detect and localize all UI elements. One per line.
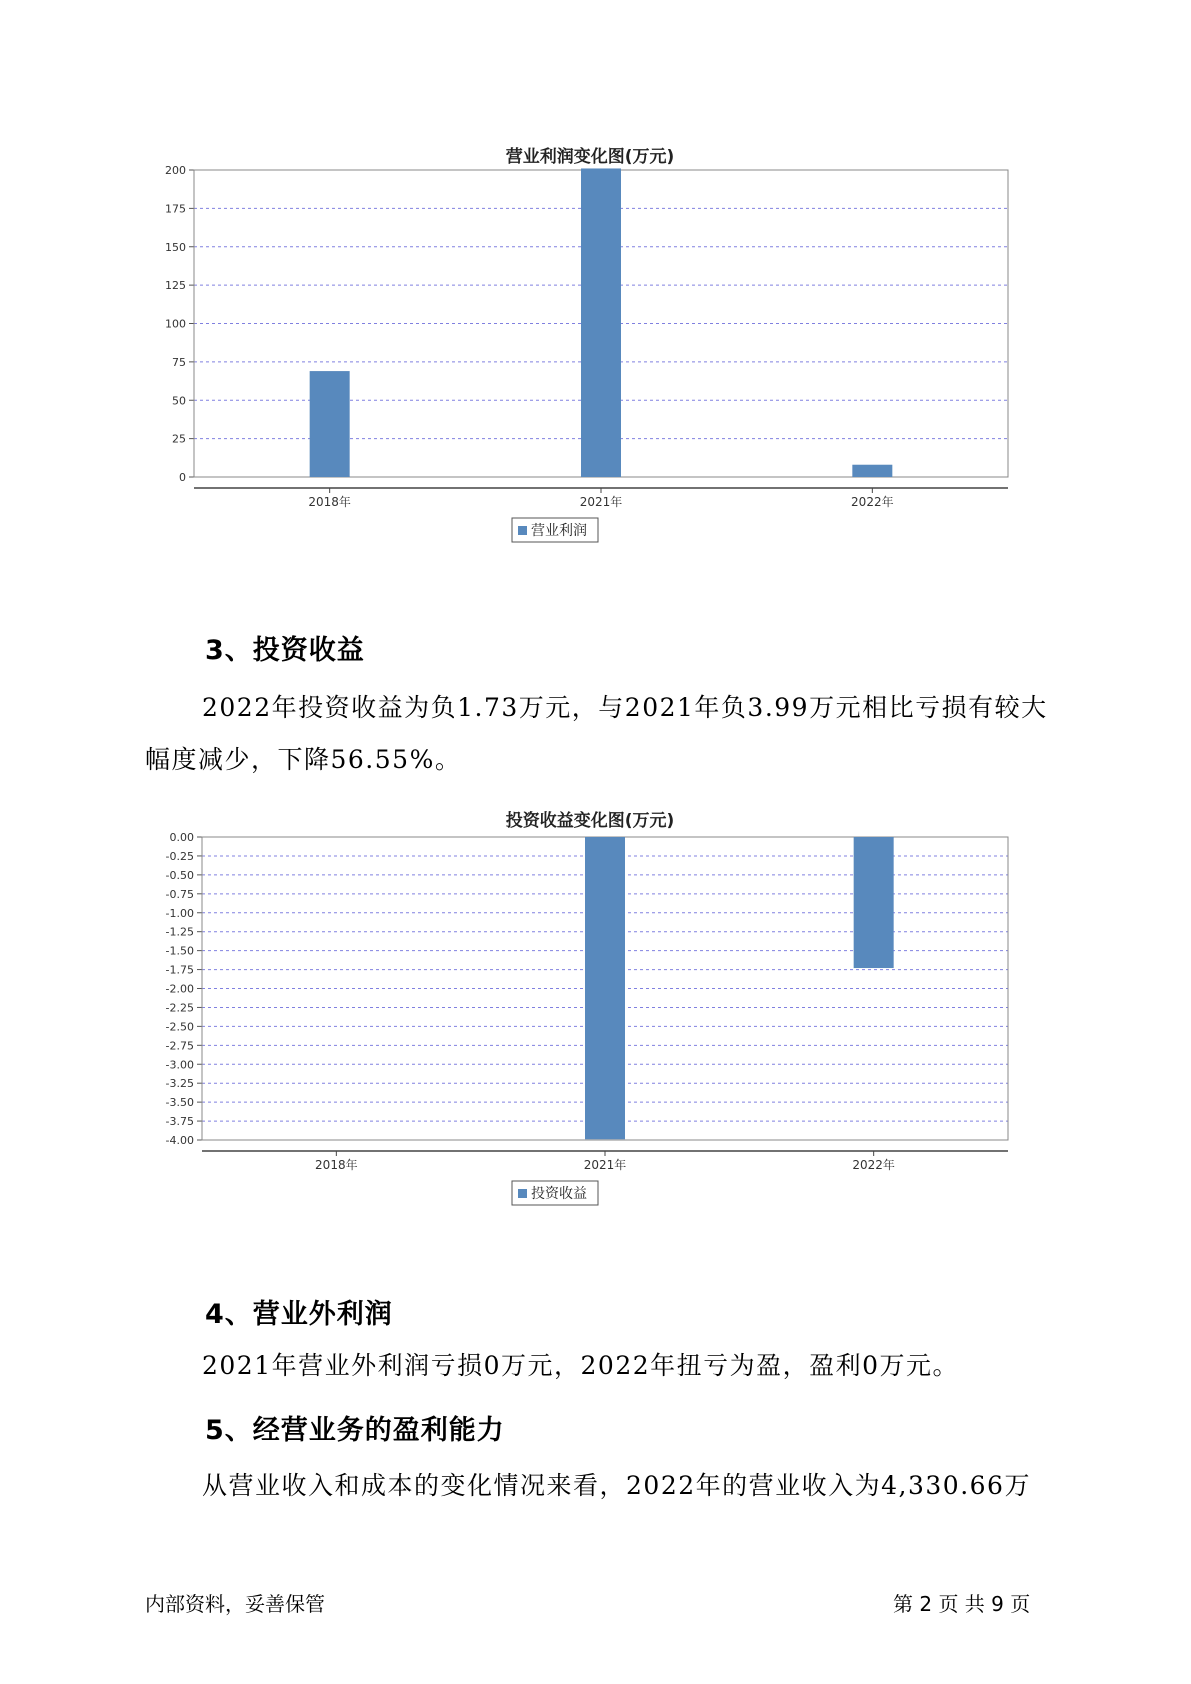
y-tick-label: -3.00 (165, 1058, 194, 1072)
section-5-heading: 5、经营业务的盈利能力 (205, 1415, 505, 1446)
section-3-heading: 3、投资收益 (205, 635, 365, 666)
chart-title: 投资收益变化图(万元) (505, 811, 675, 831)
operating-profit-chart-svg (160, 138, 1020, 598)
bar-2022年 (854, 837, 894, 968)
legend-label: 投资收益 (531, 1186, 587, 1202)
bar-2022年 (852, 465, 892, 477)
y-tick-label: 50 (172, 394, 186, 408)
y-tick-label: 200 (165, 164, 186, 177)
chart-legend (512, 1181, 598, 1205)
x-tick-label: 2021年 (579, 495, 623, 509)
investment-income-chart-svg (160, 802, 1020, 1262)
y-tick-label: -0.25 (165, 849, 194, 863)
chart-title: 营业利润变化图(万元) (505, 147, 675, 167)
y-tick-label: -2.25 (165, 1001, 194, 1015)
footer-confidential-note: 内部资料，妥善保管 (145, 1592, 325, 1616)
footer-page-number: 第 2 页 共 9 页 (893, 1592, 1031, 1616)
section-5-paragraph: 从营业收入和成本的变化情况来看，2022年的营业收入为4,330.66万 (202, 1471, 1031, 1500)
y-tick-label: 100 (165, 317, 186, 331)
section-4-heading: 4、营业外利润 (205, 1299, 393, 1330)
y-tick-label: 125 (165, 279, 186, 293)
legend-swatch (518, 1189, 527, 1198)
y-tick-label: 25 (172, 432, 186, 446)
y-tick-label: -0.50 (165, 868, 194, 882)
operating-profit-chart (160, 138, 1020, 598)
y-tick-label: 175 (165, 202, 186, 216)
x-tick-label: 2018年 (308, 495, 351, 509)
legend-label: 营业利润 (531, 523, 587, 539)
x-tick-label: 2022年 (852, 1158, 895, 1172)
y-tick-label: -2.00 (165, 982, 194, 996)
chart-legend (512, 518, 598, 542)
x-tick-label: 2021年 (583, 1158, 627, 1172)
y-tick-label: -0.75 (165, 887, 194, 901)
y-tick-label: -1.50 (165, 944, 194, 958)
y-tick-label: -3.25 (165, 1077, 194, 1091)
y-tick-label: -1.00 (165, 906, 194, 920)
bar-2021年 (581, 168, 621, 477)
section-3-paragraph: 2022年投资收益为负1.73万元，与2021年负3.99万元相比亏损有较大幅度减少，下降56.55%。 (145, 693, 1048, 774)
investment-income-chart (160, 802, 1020, 1262)
y-tick-label: -1.75 (165, 963, 194, 977)
y-tick-label: -1.25 (165, 925, 194, 939)
legend-swatch (518, 526, 527, 535)
y-tick-label: 0.00 (169, 831, 194, 844)
x-tick-label: 2022年 (851, 495, 894, 509)
bar-2021年 (585, 837, 625, 1139)
y-tick-label: 75 (172, 355, 186, 369)
y-tick-label: -2.75 (165, 1039, 194, 1053)
y-tick-label: -3.75 (165, 1115, 194, 1129)
x-tick-label: 2018年 (315, 1158, 358, 1172)
section-4-paragraph: 2021年营业外利润亏损0万元，2022年扭亏为盈，盈利0万元。 (202, 1351, 960, 1380)
y-tick-label: -2.50 (165, 1020, 194, 1034)
y-tick-label: -3.50 (165, 1096, 194, 1110)
y-tick-label: 0 (179, 471, 186, 484)
y-tick-label: 150 (165, 240, 186, 254)
y-tick-label: -4.00 (165, 1134, 194, 1147)
bar-2018年 (310, 371, 350, 477)
